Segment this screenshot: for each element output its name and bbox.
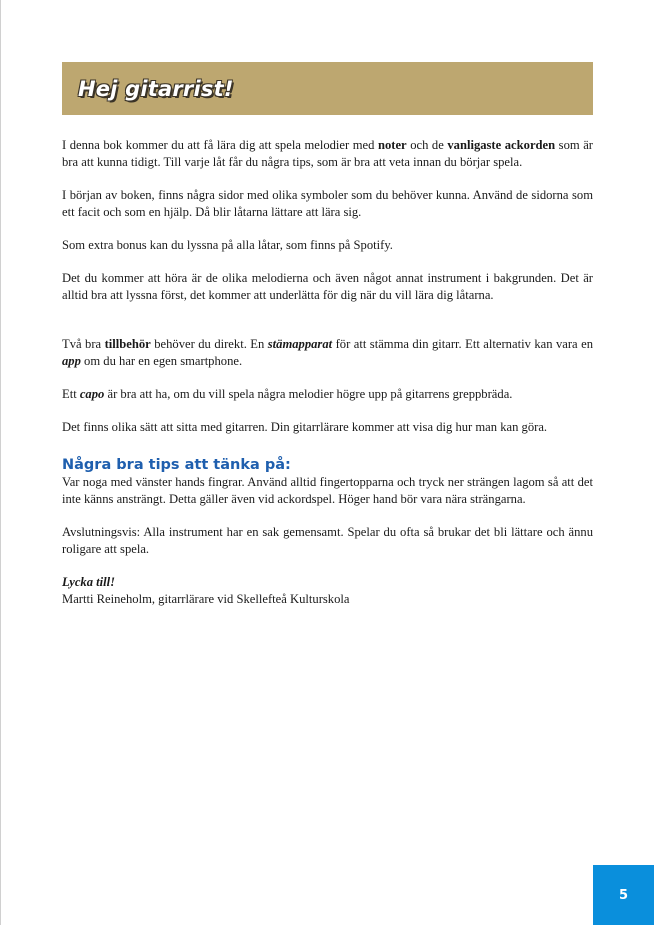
greeting-text: Lycka till! [62, 575, 116, 589]
text-run: är bra att ha, om du vill spela några melodier högre upp på gitarrens greppbräda. [104, 387, 513, 401]
intro-paragraph-4: Det du kommer att höra är de olika melodierna och även något annat instrument i bakgrunden. Det är alltid bra att lyssna först, det kommer att underlätta för dig när du vill lära dig låtarna. [62, 271, 593, 302]
page-number-tab [593, 865, 654, 925]
text-run: I denna bok kommer du att få lära dig att spela melodier med [62, 138, 378, 152]
accessories-paragraph-1 [62, 336, 593, 370]
text-run: och de [406, 138, 448, 152]
text-run: behöver du direkt. En [150, 337, 268, 351]
text-run: för att stämma din gitarr. Ett alternativ kan vara en [332, 337, 593, 351]
bold-italic-term-app: app [62, 354, 81, 368]
bold-term-tillbehor: tillbehör [104, 337, 151, 351]
intro-paragraph-1 [62, 137, 593, 171]
page-edge-rule [0, 0, 1, 925]
tips-paragraph-2: Avslutningsvis: Alla instrument har en sak gemensamt. Spelar du ofta så brukar det bli lättare och ännu roligare att spela. [62, 525, 593, 556]
header-banner [62, 62, 593, 115]
bold-term-ackorden: vanligaste ackorden [447, 138, 556, 152]
intro-paragraph-2: I början av boken, finns några sidor med olika symboler som du behöver kunna. Använd de sidorna som ett facit och som en hjälp. Då blir låtarna lättare att lära sig. [62, 188, 593, 219]
text-run: Två bra [62, 337, 105, 351]
signature-greeting [62, 574, 593, 591]
text-run: som är bra att kunna tidigt. Till varje låt får du några tips, som är bra att veta innan du börjar spela. [62, 138, 593, 169]
tips-heading: Några bra tips att tänka på: [62, 457, 291, 473]
accessories-paragraph-3: Det finns olika sätt att sitta med gitarren. Din gitarrlärare kommer att visa dig hur man kan göra. [62, 420, 548, 434]
page-number: 5 [618, 887, 629, 903]
intro-paragraph-3: Som extra bonus kan du lyssna på alla låtar, som finns på Spotify. [62, 238, 393, 252]
bold-term-noter: noter [377, 138, 407, 152]
text-run: Ett [62, 387, 80, 401]
bold-italic-term-stamapparat: stämapparat [267, 337, 333, 351]
text-run: om du har en egen smartphone. [80, 354, 243, 368]
body-text [62, 137, 593, 608]
page-title: Hej gitarrist! [78, 76, 234, 101]
signature-author: Martti Reineholm, gitarrlärare vid Skellefteå Kulturskola [62, 592, 350, 606]
tips-paragraph-1: Var noga med vänster hands fingrar. Använd alltid fingertopparna och tryck ner strängen lagom så att det inte känns ansträngt. Detta gäller även vid ackordspel. Höger hand bör vara nära strängarna. [62, 475, 593, 506]
accessories-paragraph-2 [62, 386, 593, 403]
bold-italic-term-capo: capo [79, 387, 105, 401]
